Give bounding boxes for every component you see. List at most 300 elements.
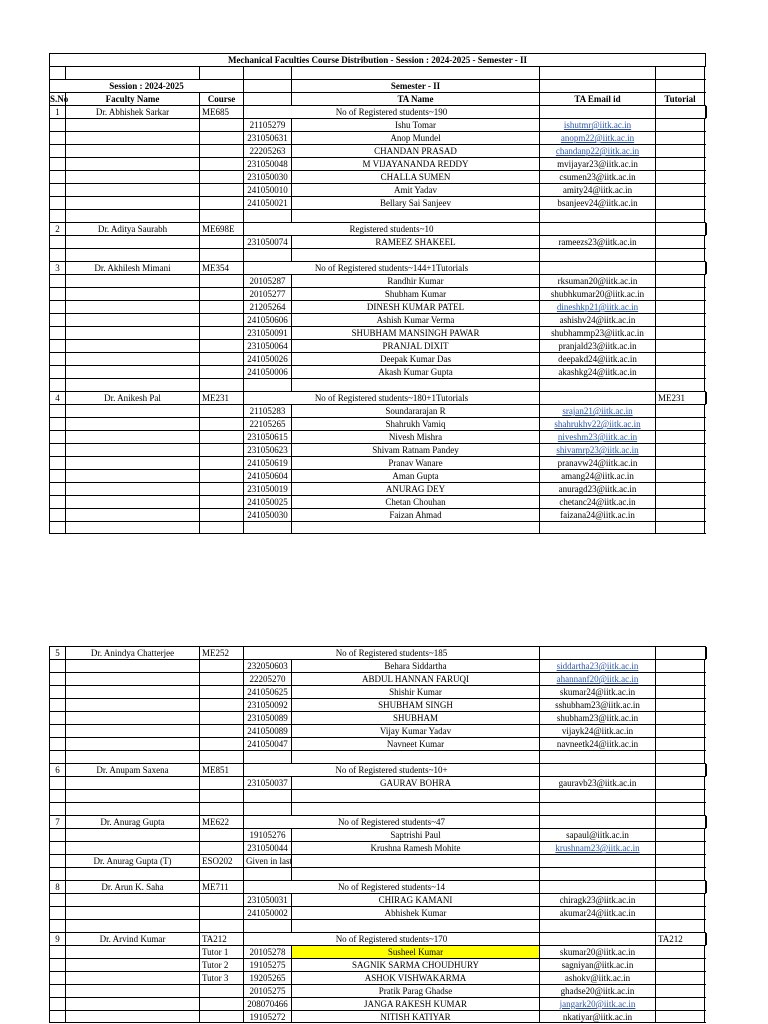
faculty-name bbox=[65, 314, 199, 326]
ta-roll-number: 20105287 bbox=[243, 275, 291, 287]
blank-cell bbox=[243, 249, 291, 261]
serial-number bbox=[49, 236, 65, 248]
faculty-name bbox=[65, 119, 199, 131]
header-sno: S.No bbox=[50, 94, 69, 104]
tutor-label bbox=[199, 829, 243, 841]
ta-email bbox=[539, 673, 655, 685]
ta-email-text[interactable]: niveshm23@iitk.ac.in bbox=[557, 432, 638, 442]
ta-email-text[interactable]: dineshkp21@iitk.ac.in bbox=[556, 302, 639, 312]
ta-name: GAURAV BOHRA bbox=[291, 777, 539, 789]
blank-cell bbox=[291, 379, 539, 391]
ta-email-text: shubhammp23@iitk.ac.in bbox=[551, 328, 644, 338]
ta-name: Chetan Chouhan bbox=[291, 496, 539, 508]
tutor-label bbox=[199, 725, 243, 737]
tutorial-cell: TA212 bbox=[655, 933, 705, 945]
ta-email-text: sagniyan@iitk.ac.in bbox=[561, 960, 634, 970]
blank-cell bbox=[539, 790, 655, 802]
ta-email bbox=[539, 119, 655, 131]
tutorial-cell bbox=[655, 119, 705, 131]
course-code: ME711 bbox=[199, 881, 243, 893]
ta-roll-number: 241050030 bbox=[243, 509, 291, 521]
ta-email bbox=[539, 842, 655, 854]
serial-number bbox=[49, 660, 65, 672]
given-note: Given in last bbox=[243, 855, 291, 867]
ta-email-text: anuragd23@iitk.ac.in bbox=[558, 484, 637, 494]
faculty-name bbox=[65, 673, 199, 685]
blank-row bbox=[49, 521, 706, 534]
serial-number bbox=[49, 725, 65, 737]
tutorial-cell bbox=[655, 816, 705, 828]
serial-number: 1 bbox=[49, 106, 65, 118]
ta-email bbox=[539, 946, 655, 958]
ta-roll-number: 231050089 bbox=[243, 712, 291, 724]
tutor-label bbox=[199, 184, 243, 196]
ta-name: NITISH KATIYAR bbox=[291, 1011, 539, 1023]
tutor-label bbox=[199, 418, 243, 430]
faculty-name: Dr. Arvind Kumar bbox=[65, 933, 199, 945]
email-cell bbox=[539, 223, 655, 235]
ta-name: Shishir Kumar bbox=[291, 686, 539, 698]
tutorial-cell bbox=[655, 660, 705, 672]
ta-email bbox=[539, 699, 655, 711]
ta-email-text[interactable]: anopm22@iitk.ac.in bbox=[560, 133, 635, 143]
ta-name: CHALLA SUMEN bbox=[291, 171, 539, 183]
ta-email-text: navneetk24@iitk.ac.in bbox=[556, 739, 639, 749]
faculty-name: Dr. Anurag Gupta (T) bbox=[65, 855, 199, 867]
tutorial-cell bbox=[655, 366, 705, 378]
tutorial-cell bbox=[655, 972, 705, 984]
course-distribution-table-page-2 bbox=[49, 646, 706, 1023]
ta-row bbox=[49, 287, 706, 300]
serial-number bbox=[49, 353, 65, 365]
serial-number bbox=[49, 998, 65, 1010]
faculty-name bbox=[65, 907, 199, 919]
registered-students-note: No of Registered students~185 bbox=[243, 647, 539, 659]
ta-name: Soundararajan R bbox=[291, 405, 539, 417]
tutorial-cell bbox=[655, 223, 705, 235]
ta-email bbox=[539, 660, 655, 672]
blank-cell bbox=[243, 210, 291, 222]
ta-roll-number: 241050619 bbox=[243, 457, 291, 469]
ta-name: SHUBHAM MANSINGH PAWAR bbox=[291, 327, 539, 339]
ta-email-text: csumen23@iitk.ac.in bbox=[559, 172, 636, 182]
tutor-label bbox=[199, 907, 243, 919]
ta-email-text[interactable]: siddartha23@iitk.ac.in bbox=[556, 661, 639, 671]
ta-name: Abhishek Kumar bbox=[291, 907, 539, 919]
blank-cell bbox=[539, 803, 655, 815]
serial-number bbox=[49, 509, 65, 521]
blank-cell bbox=[199, 920, 243, 932]
ta-name: Bellary Sai Sanjeev bbox=[291, 197, 539, 209]
course-code: ME354 bbox=[199, 262, 243, 274]
faculty-name: Dr. Aditya Saurabh bbox=[65, 223, 199, 235]
serial-number bbox=[49, 327, 65, 339]
faculty-name bbox=[65, 777, 199, 789]
serial-number bbox=[49, 855, 65, 867]
ta-email-text[interactable]: ahannanf20@iitk.ac.in bbox=[556, 674, 639, 684]
ta-row bbox=[49, 841, 706, 854]
serial-number bbox=[49, 699, 65, 711]
ta-email bbox=[539, 959, 655, 971]
tutorial-cell bbox=[655, 431, 705, 443]
faculty-row bbox=[49, 763, 706, 776]
tutor-label: Tutor 2 bbox=[199, 959, 243, 971]
ta-row bbox=[49, 893, 706, 906]
ta-roll-number: 20105275 bbox=[243, 985, 291, 997]
ta-roll-number: 232050603 bbox=[243, 660, 291, 672]
ta-name bbox=[291, 855, 539, 867]
blank-cell bbox=[291, 249, 539, 261]
tutorial-cell bbox=[655, 855, 705, 867]
blank-cell bbox=[539, 522, 655, 534]
tutor-label bbox=[199, 894, 243, 906]
blank-cell bbox=[49, 249, 65, 261]
ta-name: ABDUL HANNAN FARUQI bbox=[291, 673, 539, 685]
ta-name: Ishu Tomar bbox=[291, 119, 539, 131]
serial-number bbox=[49, 483, 65, 495]
ta-roll-number: 241050002 bbox=[243, 907, 291, 919]
ta-email bbox=[539, 509, 655, 521]
faculty-name bbox=[65, 444, 199, 456]
tutorial-cell bbox=[655, 340, 705, 352]
blank-cell bbox=[655, 522, 705, 534]
faculty-name bbox=[65, 998, 199, 1010]
ta-name: CHANDAN PRASAD bbox=[291, 145, 539, 157]
ta-roll-number: 22105265 bbox=[243, 418, 291, 430]
tutor-label bbox=[199, 119, 243, 131]
ta-email-text[interactable]: chandanp22@iitk.ac.in bbox=[555, 146, 640, 156]
tutorial-cell: ME231 bbox=[655, 392, 705, 404]
blank-cell bbox=[243, 379, 291, 391]
tutorial-cell bbox=[655, 132, 705, 144]
tutorial-cell bbox=[655, 275, 705, 287]
course-code: ME231 bbox=[199, 392, 243, 404]
blank-cell bbox=[243, 522, 291, 534]
tutorial-cell bbox=[655, 946, 705, 958]
ta-email bbox=[539, 444, 655, 456]
faculty-name: Dr. Arun K. Saha bbox=[65, 881, 199, 893]
tutorial-cell bbox=[655, 673, 705, 685]
ta-email bbox=[539, 171, 655, 183]
registered-students-note: No of Registered students~180+1Tutorials bbox=[243, 392, 539, 404]
email-cell bbox=[539, 106, 655, 118]
serial-number bbox=[49, 959, 65, 971]
serial-number: 8 bbox=[49, 881, 65, 893]
serial-number bbox=[49, 738, 65, 750]
blank-cell bbox=[655, 868, 705, 880]
tutorial-cell bbox=[655, 829, 705, 841]
ta-email-text: amity24@iitk.ac.in bbox=[562, 185, 633, 195]
blank-cell bbox=[539, 249, 655, 261]
ta-row bbox=[49, 828, 706, 841]
tutor-label bbox=[199, 288, 243, 300]
practical-cell bbox=[705, 764, 707, 776]
ta-email bbox=[539, 686, 655, 698]
serial-number bbox=[49, 1011, 65, 1023]
tutorial-cell bbox=[655, 288, 705, 300]
ta-roll-number: 241050625 bbox=[243, 686, 291, 698]
serial-number bbox=[49, 405, 65, 417]
ta-roll-number: 241050089 bbox=[243, 725, 291, 737]
serial-number bbox=[49, 145, 65, 157]
ta-email-text: deepakd24@iitk.ac.in bbox=[558, 354, 637, 364]
tutor-label bbox=[199, 314, 243, 326]
ta-email-text[interactable]: shivamrp23@iitk.ac.in bbox=[556, 445, 639, 455]
blank-cell bbox=[291, 522, 539, 534]
ta-email bbox=[539, 855, 655, 867]
blank-row bbox=[49, 209, 706, 222]
serial-number: 7 bbox=[49, 816, 65, 828]
blank-cell bbox=[65, 210, 199, 222]
blank-cell bbox=[65, 803, 199, 815]
ta-row bbox=[49, 997, 706, 1010]
tutor-label bbox=[199, 660, 243, 672]
serial-number bbox=[49, 985, 65, 997]
serial-number: 4 bbox=[49, 392, 65, 404]
blank-cell bbox=[65, 522, 199, 534]
ta-roll-number: 231050064 bbox=[243, 340, 291, 352]
blank-cell bbox=[243, 790, 291, 802]
ta-name: SHUBHAM bbox=[291, 712, 539, 724]
ta-roll-number: 20105278 bbox=[243, 946, 291, 958]
ta-row bbox=[49, 737, 706, 750]
serial-number bbox=[49, 197, 65, 209]
ta-name: CHIRAG KAMANI bbox=[291, 894, 539, 906]
course-code: ME622 bbox=[199, 816, 243, 828]
blank-cell bbox=[199, 751, 243, 763]
ta-roll-number: 19205265 bbox=[243, 972, 291, 984]
tutorial-cell bbox=[655, 881, 705, 893]
tutor-label bbox=[199, 301, 243, 313]
ta-name: Akash Kumar Gupta bbox=[291, 366, 539, 378]
ta-row bbox=[49, 685, 706, 698]
ta-email bbox=[539, 301, 655, 313]
ta-email bbox=[539, 483, 655, 495]
blank-cell bbox=[291, 920, 539, 932]
tutorial-cell bbox=[655, 444, 705, 456]
tutorial-cell bbox=[655, 405, 705, 417]
tutorial-cell bbox=[655, 894, 705, 906]
ta-roll-number: 231050037 bbox=[243, 777, 291, 789]
ta-row bbox=[49, 118, 706, 131]
serial-number bbox=[49, 314, 65, 326]
blank-cell bbox=[49, 751, 65, 763]
serial-number: 5 bbox=[49, 647, 65, 659]
tutorial-cell bbox=[655, 197, 705, 209]
ta-email-text: faizana24@iitk.ac.in bbox=[560, 510, 635, 520]
ta-email-text: akumar24@iitk.ac.in bbox=[559, 908, 636, 918]
serial-number bbox=[49, 444, 65, 456]
ta-email bbox=[539, 998, 655, 1010]
ta-name: Ashish Kumar Verma bbox=[291, 314, 539, 326]
tutor-label bbox=[199, 405, 243, 417]
ta-email bbox=[539, 418, 655, 430]
serial-number bbox=[49, 829, 65, 841]
ta-row bbox=[49, 417, 706, 430]
blank-cell bbox=[65, 790, 199, 802]
blank-cell bbox=[539, 379, 655, 391]
ta-roll-number: 231050074 bbox=[243, 236, 291, 248]
ta-email bbox=[539, 145, 655, 157]
faculty-row bbox=[49, 880, 706, 893]
ta-email-text[interactable]: srajan21@iitk.ac.in bbox=[562, 406, 633, 416]
ta-email bbox=[539, 470, 655, 482]
ta-roll-number: 231050031 bbox=[243, 894, 291, 906]
ta-row bbox=[49, 443, 706, 456]
registered-students-note: No of Registered students~190 bbox=[243, 106, 539, 118]
faculty-name: Dr. Anindya Chatterjee bbox=[65, 647, 199, 659]
ta-email bbox=[539, 132, 655, 144]
practical-cell bbox=[705, 106, 707, 118]
serial-number bbox=[49, 340, 65, 352]
ta-email-text[interactable]: krushnam23@iitk.ac.in bbox=[555, 843, 640, 853]
ta-name: M VIJAYANANDA REDDY bbox=[291, 158, 539, 170]
ta-email-text: nkatiyar@iitk.ac.in bbox=[562, 1012, 633, 1022]
faculty-row bbox=[49, 261, 706, 274]
faculty-name bbox=[65, 470, 199, 482]
tutor-label bbox=[199, 509, 243, 521]
ta-row bbox=[49, 365, 706, 378]
faculty-name bbox=[65, 894, 199, 906]
tutor-label bbox=[199, 444, 243, 456]
ta-name: ANURAG DEY bbox=[291, 483, 539, 495]
ta-row bbox=[49, 495, 706, 508]
ta-row bbox=[49, 482, 706, 495]
ta-email-text: ashokv@iitk.ac.in bbox=[564, 973, 631, 983]
tutorial-cell bbox=[655, 353, 705, 365]
ta-roll-number: 208070466 bbox=[243, 998, 291, 1010]
serial-number bbox=[49, 288, 65, 300]
ta-roll-number: 20105277 bbox=[243, 288, 291, 300]
course-code: TA212 bbox=[199, 933, 243, 945]
tutor-label bbox=[199, 431, 243, 443]
course-code: ME685 bbox=[199, 106, 243, 118]
faculty-name bbox=[65, 985, 199, 997]
faculty-name: Dr. Anupam Saxena bbox=[65, 764, 199, 776]
faculty-name bbox=[65, 1011, 199, 1023]
ta-email-text: shubham23@iitk.ac.in bbox=[556, 713, 639, 723]
tutorial-cell bbox=[655, 712, 705, 724]
ta-row bbox=[49, 404, 706, 417]
ta-email bbox=[539, 972, 655, 984]
ta-roll-number: 241050606 bbox=[243, 314, 291, 326]
ta-roll-number: 21205264 bbox=[243, 301, 291, 313]
tutorial-cell bbox=[655, 184, 705, 196]
ta-roll-number: 21105283 bbox=[243, 405, 291, 417]
tutorial-cell bbox=[655, 725, 705, 737]
ta-roll-number: 21105279 bbox=[243, 119, 291, 131]
blank-cell bbox=[655, 920, 705, 932]
faculty-name bbox=[65, 184, 199, 196]
blank-cell bbox=[655, 210, 705, 222]
blank-cell bbox=[291, 210, 539, 222]
faculty-name bbox=[65, 418, 199, 430]
faculty-name bbox=[65, 197, 199, 209]
tutorial-cell bbox=[655, 907, 705, 919]
ta-row bbox=[49, 313, 706, 326]
ta-row bbox=[49, 1010, 706, 1023]
faculty-name bbox=[65, 353, 199, 365]
ta-roll-number: 241050006 bbox=[243, 366, 291, 378]
ta-row bbox=[49, 776, 706, 789]
faculty-name bbox=[65, 842, 199, 854]
ta-email bbox=[539, 1011, 655, 1023]
tutorial-cell bbox=[655, 418, 705, 430]
email-cell bbox=[539, 647, 655, 659]
ta-roll-number: 231050091 bbox=[243, 327, 291, 339]
blank-cell bbox=[199, 210, 243, 222]
tutor-label bbox=[199, 738, 243, 750]
tutor-label bbox=[199, 496, 243, 508]
ta-roll-number: 231050048 bbox=[243, 158, 291, 170]
tutorial-cell bbox=[655, 699, 705, 711]
ta-email-text: amang24@iitk.ac.in bbox=[561, 471, 634, 481]
ta-roll-number: 231050030 bbox=[243, 171, 291, 183]
course-code: ME698E bbox=[199, 223, 243, 235]
blank-cell bbox=[243, 868, 291, 880]
faculty-name bbox=[65, 405, 199, 417]
serial-number bbox=[49, 673, 65, 685]
blank-cell bbox=[65, 379, 199, 391]
blank-cell bbox=[65, 868, 199, 880]
ta-roll-number: 22205270 bbox=[243, 673, 291, 685]
ta-email-text[interactable]: shahrukhv22@iitk.ac.in bbox=[554, 419, 641, 429]
tutor-label: Tutor 1 bbox=[199, 946, 243, 958]
faculty-name bbox=[65, 171, 199, 183]
faculty-row bbox=[49, 854, 706, 867]
tutorial-cell bbox=[655, 777, 705, 789]
email-cell bbox=[539, 816, 655, 828]
blank-cell bbox=[199, 249, 243, 261]
blank-cell bbox=[539, 751, 655, 763]
ta-row bbox=[49, 711, 706, 724]
faculty-name: Dr. Anurag Gupta bbox=[65, 816, 199, 828]
serial-number bbox=[49, 496, 65, 508]
session-row bbox=[49, 79, 706, 92]
faculty-name bbox=[65, 738, 199, 750]
practical-cell bbox=[705, 262, 707, 274]
ta-row bbox=[49, 131, 706, 144]
serial-number bbox=[49, 275, 65, 287]
ta-row bbox=[49, 170, 706, 183]
ta-email-text[interactable]: jangark20@iitk.ac.in bbox=[559, 999, 636, 1009]
course-code: ME252 bbox=[199, 647, 243, 659]
tutor-label bbox=[199, 353, 243, 365]
email-cell bbox=[539, 933, 655, 945]
tutorial-cell bbox=[655, 764, 705, 776]
ta-name: Amit Yadav bbox=[291, 184, 539, 196]
faculty-row bbox=[49, 105, 706, 118]
ta-email bbox=[539, 288, 655, 300]
tutor-label bbox=[199, 236, 243, 248]
tutor-label bbox=[199, 171, 243, 183]
faculty-row bbox=[49, 932, 706, 945]
faculty-name bbox=[65, 288, 199, 300]
faculty-name: Dr. Anikesh Pal bbox=[65, 392, 199, 404]
serial-number bbox=[49, 894, 65, 906]
blank-cell bbox=[539, 868, 655, 880]
faculty-name bbox=[65, 972, 199, 984]
blank-cell bbox=[291, 790, 539, 802]
ta-row bbox=[49, 274, 706, 287]
blank-cell bbox=[199, 790, 243, 802]
serial-number: 6 bbox=[49, 764, 65, 776]
header-ta-name: TA Name bbox=[291, 93, 539, 105]
serial-number bbox=[49, 712, 65, 724]
ta-email bbox=[539, 275, 655, 287]
tutorial-cell bbox=[655, 327, 705, 339]
ta-email-text[interactable]: ishutmr@iitk.ac.in bbox=[563, 120, 632, 130]
